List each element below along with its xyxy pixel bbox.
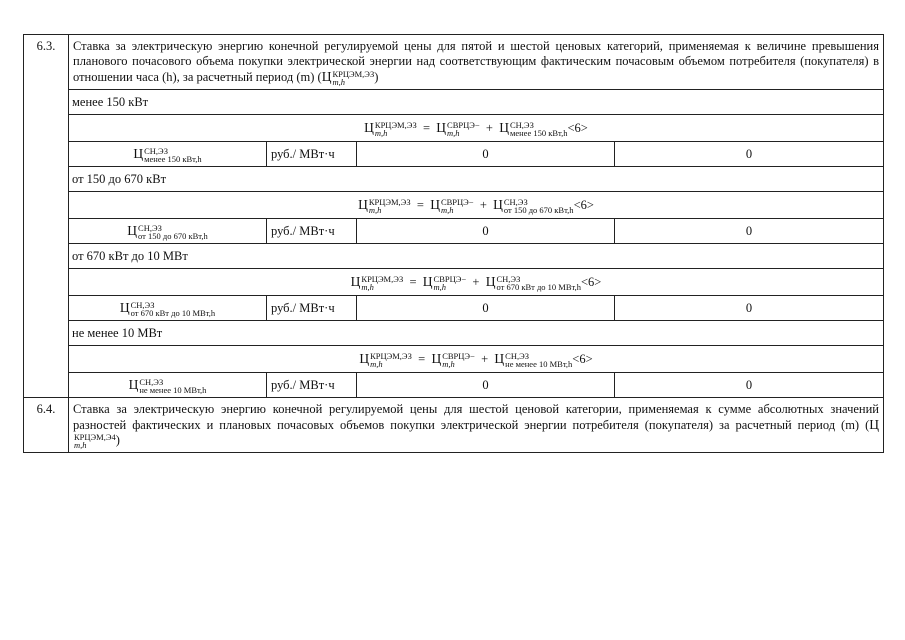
- unit-cell: руб./ МВт·ч: [267, 142, 357, 167]
- section-number: 6.3.: [24, 35, 69, 398]
- formula-row: [24, 269, 884, 296]
- formula-row: [24, 192, 884, 219]
- section-title-text: Ставка за электрическую энергию конечной регулируемой цены для пятой и шестой ценовых категорий, применяемая к величине превышения планового почасового объема покупки электрической энергии над соответствующим фактическим почасовым объемом потребителя (покупателя) в отношении часа (h), за расчетный период (m): [73, 39, 879, 84]
- value-cell: 0: [615, 296, 884, 321]
- formula: Ц КРЦЭМ,ЭЗ m,h = Ц СВРЦЭ− m,h + Ц СН,ЭЗ не менее 10 МВт,h <6>: [69, 346, 884, 373]
- footnote-ref: <6>: [573, 197, 594, 212]
- rate-symbol: Ц СН,ЭЗ не менее 10 МВт,h: [69, 373, 267, 398]
- unit-cell: руб./ МВт·ч: [267, 373, 357, 398]
- group-label-row: [24, 321, 884, 346]
- footnote-ref: <6>: [572, 351, 593, 366]
- value-cell: 0: [615, 142, 884, 167]
- group-label-row: [24, 90, 884, 115]
- title-symbol: Ц: [321, 69, 332, 84]
- group-label: от 670 кВт до 10 МВт: [69, 244, 884, 269]
- value-cell: 0: [615, 373, 884, 398]
- formula: Ц КРЦЭМ,ЭЗ m,h = Ц СВРЦЭ− m,h + Ц СН,ЭЗ от 670 кВт до 10 МВт,h <6>: [69, 269, 884, 296]
- section-number: 6.4.: [24, 398, 69, 453]
- formula: Ц КРЦЭМ,ЭЗ m,h = Ц СВРЦЭ− m,h + Ц СН,ЭЗ менее 150 кВт,h <6>: [69, 115, 884, 142]
- value-row: [24, 373, 884, 398]
- tariff-table: [23, 34, 884, 453]
- section-title-text: Ставка за электрическую энергию конечной регулируемой цены для шестой ценовой категории, применяемая к сумме абсолютных значений разностей фактических и плановых почасовых объемов покупки электрической энергии потребителя (покупателя) за расчетный период (m): [73, 402, 879, 433]
- section-title: Ставка за электрическую энергию конечной регулируемой цены для шестой ценовой категории, применяемая к сумме абсолютных значений разностей фактических и плановых почасовых объемов покупки электрической энергии потребителя (покупателя) за расчетный период (m) (Ц КРЦЭМ,Э4 m,h ): [69, 398, 884, 453]
- value-cell: 0: [357, 296, 615, 321]
- rate-symbol: Ц СН,ЭЗ от 670 кВт до 10 МВт,h: [69, 296, 267, 321]
- group-label-row: [24, 244, 884, 269]
- footnote-ref: <6>: [580, 274, 602, 289]
- value-cell: 0: [357, 219, 615, 244]
- formula-row: [24, 346, 884, 373]
- group-label: менее 150 кВт: [69, 90, 884, 115]
- value-cell: 0: [357, 373, 615, 398]
- title-symbol-indices: КРЦЭМ,ЭЗ m,h: [332, 69, 375, 88]
- rate-symbol: Ц СН,ЭЗ менее 150 кВт,h: [69, 142, 267, 167]
- value-cell: 0: [357, 142, 615, 167]
- unit-cell: руб./ МВт·ч: [267, 296, 357, 321]
- formula: Ц КРЦЭМ,ЭЗ m,h = Ц СВРЦЭ− m,h + Ц СН,ЭЗ от 150 до 670 кВт,h <6>: [69, 192, 884, 219]
- formula-row: [24, 115, 884, 142]
- section-row: [24, 398, 884, 453]
- rate-symbol: Ц СН,ЭЗ от 150 до 670 кВт,h: [69, 219, 267, 244]
- value-row: [24, 142, 884, 167]
- section-title: Ставка за электрическую энергию конечной регулируемой цены для пятой и шестой ценовых категорий, применяемая к величине превышения планового почасового объема покупки электрической энергии над соответствующим фактическим почасовым объемом потребителя (покупателя) в отношении часа (h), за расчетный период (m) (Ц КРЦЭМ,ЭЗ m,h ): [69, 35, 884, 90]
- value-cell: 0: [615, 219, 884, 244]
- title-symbol-indices: КРЦЭМ,Э4 m,h: [74, 432, 116, 451]
- section-row: [24, 35, 884, 90]
- value-row: [24, 296, 884, 321]
- unit-cell: руб./ МВт·ч: [267, 219, 357, 244]
- group-label-row: [24, 167, 884, 192]
- footnote-ref: <6>: [567, 120, 588, 135]
- group-label: от 150 до 670 кВт: [69, 167, 884, 192]
- value-row: [24, 219, 884, 244]
- group-label: не менее 10 МВт: [69, 321, 884, 346]
- title-symbol: Ц: [869, 417, 879, 433]
